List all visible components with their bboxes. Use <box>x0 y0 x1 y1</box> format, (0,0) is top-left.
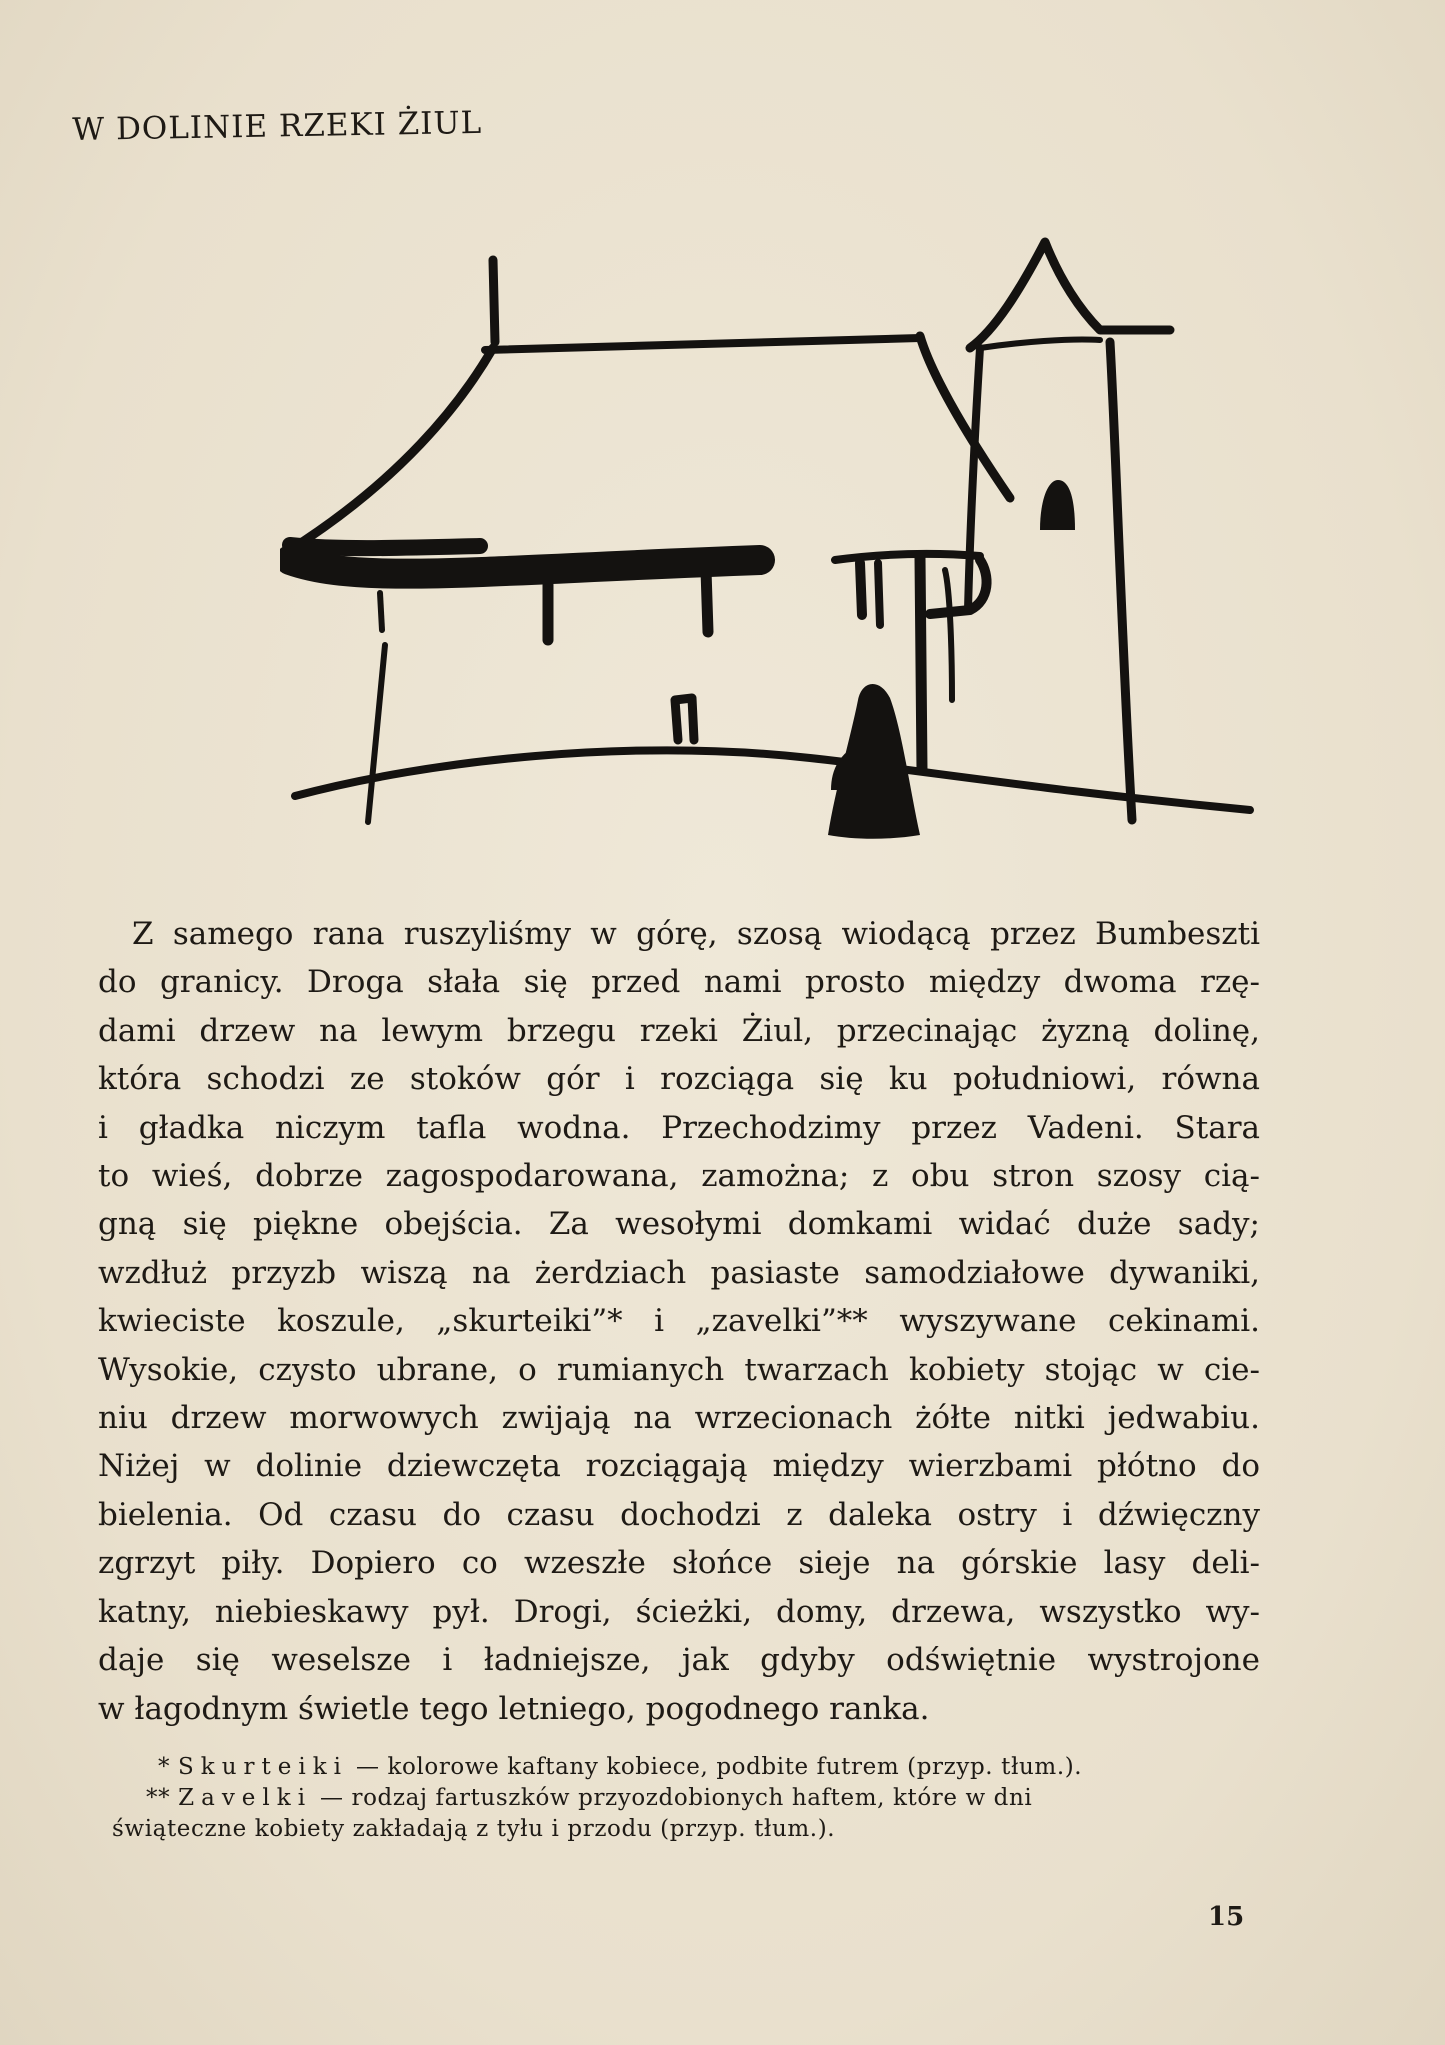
body-line: do granicy. Droga słała się przed nami prosto między dwoma rzę- <box>98 964 1260 1001</box>
running-head: W DOLINIE RZEKI ŻIUL <box>72 104 483 148</box>
body-line: która schodzi ze stoków gór i rozciąga się ku południowi, równa <box>98 1061 1260 1098</box>
body-line: i gładka niczym tafla wodna. Przechodzimy przez Vadeni. Stara <box>98 1109 1260 1146</box>
body-line: to wieś, dobrze zagospodarowana, zamożna; z obu stron szosy cią- <box>98 1158 1260 1195</box>
body-line: daje się weselsze i ładniejsze, jak gdyby odświętnie wystrojone <box>98 1642 1260 1679</box>
house-with-church-tower-sketch-icon <box>280 230 1270 850</box>
footnote-text: — kolorowe kaftany kobiece, podbite futrem (przyp. tłum.). <box>348 1754 1083 1780</box>
body-line: katny, niebieskawy pył. Drogi, ścieżki, domy, drzewa, wszystko wy- <box>98 1593 1260 1630</box>
body-line: Wysokie, czysto ubrane, o rumianych twarzach kobiety stojąc w cie- <box>98 1351 1260 1388</box>
body-line: dami drzew na lewym brzegu rzeki Żiul, przecinając żyzną dolinę, <box>98 1012 1260 1049</box>
body-line: w łagodnym świetle tego letniego, pogodnego ranka. <box>98 1690 930 1727</box>
body-line: wzdłuż przyzb wiszą na żerdziach pasiaste samodziałowe dywaniki, <box>98 1254 1260 1291</box>
body-line: Z samego rana ruszyliśmy w górę, szosą wiodącą przez Bumbeszti <box>132 916 1260 952</box>
footnote-zavelki <box>108 1783 1248 1814</box>
footnote-skurteiki <box>108 1752 1248 1783</box>
body-line: bielenia. Od czasu do czasu dochodzi z daleka ostry i dźwięczny <box>98 1496 1260 1533</box>
footnote-text: — rodzaj fartuszków przyozdobionych haftem, które w dni <box>312 1785 1033 1811</box>
page-number: 15 <box>1208 1902 1245 1932</box>
body-line: zgrzyt piły. Dopiero co wzeszłe słońce sieje na górskie lasy deli- <box>98 1545 1260 1582</box>
body-line: kwieciste koszule, „skurteiki”* i „zavelki”** wyszywane cekinami. <box>98 1303 1260 1340</box>
footnote-term: Zavelki <box>178 1785 313 1811</box>
body-line: gną się piękne obejścia. Za wesołymi domkami widać duże sady; <box>98 1206 1260 1243</box>
body-line: niu drzew morwowych zwijają na wrzecionach żółte nitki jedwabiu. <box>98 1400 1260 1437</box>
body-line: Niżej w dolinie dziewczęta rozciągają między wierzbami płótno do <box>98 1448 1260 1485</box>
footnote-mark: * <box>158 1754 179 1780</box>
footnote-mark: ** <box>146 1785 179 1811</box>
body-paragraph <box>98 910 1260 1733</box>
footnote-continuation: świąteczne kobiety zakładają z tyłu i przodu (przyp. tłum.). <box>112 1816 836 1842</box>
footnote-term: Skurteiki <box>178 1754 349 1780</box>
footnotes <box>108 1752 1248 1845</box>
